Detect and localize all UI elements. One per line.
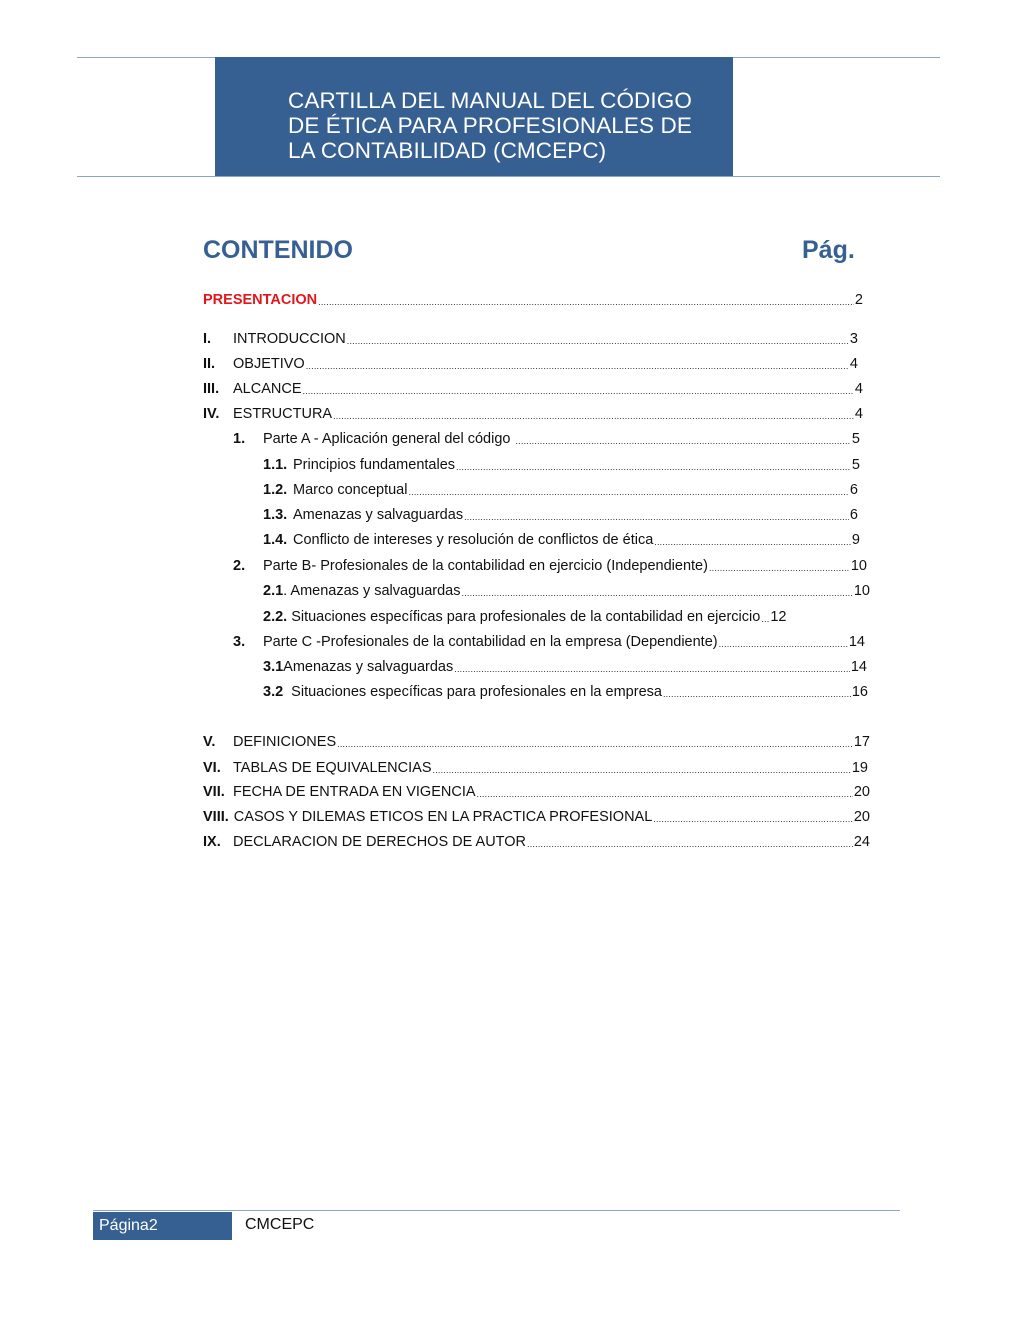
toc-entry-text: ALCANCE [233, 381, 302, 397]
header-title-line-3: LA CONTABILIDAD (CMCEPC) [288, 138, 607, 163]
toc-entry-text: Parte B- Profesionales de la contabilidad en ejercicio (Independiente) [263, 558, 708, 574]
toc-entry-text: Parte C -Profesionales de la contabilidad en la empresa (Dependiente) [263, 634, 718, 650]
toc-entry-page: 16 [851, 684, 868, 700]
toc-entry-text: DEFINICIONES [233, 734, 337, 750]
toc-entry-casos[interactable] [203, 808, 870, 826]
toc-entry-text: OBJETIVO [233, 356, 305, 372]
toc-leader-dots [653, 812, 853, 826]
toc-entry-number: IV. [203, 406, 220, 422]
toc-entry-number: 1.3. [263, 507, 288, 523]
toc-entry-page: 12 [770, 609, 787, 625]
toc-entry-1-1[interactable] [263, 456, 860, 474]
toc-leader-dots [761, 612, 769, 626]
toc-entry-page: 5 [851, 457, 860, 473]
footer-page-label: Página2 [99, 1217, 158, 1234]
toc-entry-text: . Amenazas y salvaguardas [283, 583, 461, 599]
toc-entry-page: 24 [853, 834, 870, 850]
toc-entry-introduccion[interactable] [203, 330, 858, 348]
toc-entry-text: CASOS Y DILEMAS ETICOS EN LA PRACTICA PROFESIONAL [233, 809, 653, 825]
toc-entry-page: 6 [849, 482, 858, 498]
toc-entry-text: Amenazas y salvaguardas [283, 659, 454, 675]
toc-entry-number: 3. [233, 634, 246, 650]
toc-entry-2-2[interactable] [263, 608, 863, 626]
toc-leader-dots [337, 737, 853, 751]
toc-leader-dots [663, 687, 851, 701]
toc-leader-dots [433, 763, 851, 777]
toc-entry-page: 17 [853, 734, 870, 750]
toc-leader-dots [318, 295, 854, 309]
toc-entry-number: V. [203, 734, 216, 750]
toc-entry-number: 2.2. [263, 609, 288, 625]
toc-entry-page: 4 [854, 406, 863, 422]
toc-entry-definiciones[interactable] [203, 733, 870, 751]
toc-entry-number: III. [203, 381, 220, 397]
toc-entry-estructura[interactable] [203, 405, 863, 423]
toc-entry-number: 3.1 [263, 659, 284, 675]
toc-entry-text: INTRODUCCION [233, 331, 346, 347]
toc-entry-text: DECLARACION DE DERECHOS DE AUTOR [233, 834, 527, 850]
toc-entry-number: VIII. [203, 809, 229, 825]
toc-entry-text: Parte A - Aplicación general del código [263, 431, 511, 447]
header-title-line-2: DE ÉTICA PARA PROFESIONALES DE [288, 113, 692, 138]
toc-entry-text: Principios fundamentales [293, 457, 456, 473]
toc-entry-text: ESTRUCTURA [233, 406, 333, 422]
contents-title: CONTENIDO [203, 236, 353, 264]
toc-entry-number: II. [203, 356, 216, 372]
toc-leader-dots [347, 334, 849, 348]
toc-entry-3-2[interactable] [263, 683, 868, 701]
toc-entry-text: Conflicto de intereses y resolución de conflictos de ética [293, 532, 654, 548]
toc-entry-page: 3 [849, 331, 858, 347]
toc-entry-number: I. [203, 331, 212, 347]
toc-entry-page: 10 [853, 583, 870, 599]
toc-entry-page: 20 [853, 809, 870, 825]
toc-entry-number: IX. [203, 834, 221, 850]
toc-leader-dots [333, 409, 854, 423]
toc-entry-number: 2.1 [263, 583, 284, 599]
toc-entry-text: TABLAS DE EQUIVALENCIAS [233, 760, 432, 776]
toc-entry-text: Marco conceptual [293, 482, 408, 498]
toc-entry-derechos[interactable] [203, 833, 870, 851]
toc-entry-3-1[interactable] [263, 658, 867, 676]
toc-entry-page: 14 [848, 634, 865, 650]
footer-rule [93, 1210, 900, 1211]
toc-entry-page: 14 [850, 659, 867, 675]
toc-leader-dots [654, 535, 851, 549]
contents-page-label: Pág. [802, 236, 855, 264]
footer-page-box [93, 1212, 232, 1240]
toc-entry-text: Amenazas y salvaguardas [293, 507, 464, 523]
toc-entry-page: 9 [851, 532, 860, 548]
toc-entry-page: 20 [853, 784, 870, 800]
toc-entry-1-2[interactable] [263, 481, 858, 499]
toc-entry-number: 1.2. [263, 482, 288, 498]
toc-entry-text: PRESENTACION [203, 292, 318, 308]
toc-leader-dots [408, 485, 848, 499]
toc-entry-page: 6 [849, 507, 858, 523]
toc-entry-text: Situaciones específicas para profesionales en la empresa [291, 684, 662, 700]
toc-leader-dots [477, 787, 853, 801]
toc-entry-number: 3.2 [263, 684, 284, 700]
toc-entry-number: 2. [233, 558, 246, 574]
toc-leader-dots [709, 561, 850, 575]
toc-entry-text: Situaciones específicas para profesionales de la contabilidad en ejercicio [291, 609, 761, 625]
toc-entry-parte-b[interactable] [233, 557, 867, 575]
toc-entry-tablas[interactable] [203, 759, 868, 777]
toc-entry-page: 2 [854, 292, 863, 308]
toc-leader-dots [456, 460, 851, 474]
toc-leader-dots [306, 359, 849, 373]
toc-leader-dots [515, 434, 850, 448]
toc-entry-parte-c[interactable] [233, 633, 865, 651]
toc-entry-page: 4 [849, 356, 858, 372]
toc-entry-number: VI. [203, 760, 221, 776]
toc-entry-presentacion[interactable] [203, 291, 863, 309]
toc-entry-page: 19 [851, 760, 868, 776]
toc-entry-parte-a[interactable] [233, 430, 860, 448]
toc-entry-number: 1.4. [263, 532, 288, 548]
toc-entry-2-1[interactable] [263, 582, 870, 600]
toc-leader-dots [719, 637, 848, 651]
footer-org: CMCEPC [245, 1216, 315, 1233]
toc-entry-alcance[interactable] [203, 380, 863, 398]
toc-leader-dots [303, 384, 854, 398]
toc-entry-fecha[interactable] [203, 783, 870, 801]
toc-entry-number: 1. [233, 431, 246, 447]
toc-entry-1-4[interactable] [263, 531, 860, 549]
toc-entry-page: 4 [854, 381, 863, 397]
toc-entry-text: FECHA DE ENTRADA EN VIGENCIA [233, 784, 476, 800]
header-title-line-1: CARTILLA DEL MANUAL DEL CÓDIGO [288, 88, 692, 113]
toc-entry-objetivo[interactable] [203, 355, 858, 373]
toc-entry-page: 10 [850, 558, 867, 574]
toc-leader-dots [454, 662, 850, 676]
toc-leader-dots [464, 510, 849, 524]
toc-entry-page: 5 [851, 431, 860, 447]
toc-entry-number: 1.1. [263, 457, 288, 473]
toc-leader-dots [462, 586, 853, 600]
toc-leader-dots [527, 837, 853, 851]
toc-entry-number: VII. [203, 784, 225, 800]
toc-entry-1-3[interactable] [263, 506, 858, 524]
